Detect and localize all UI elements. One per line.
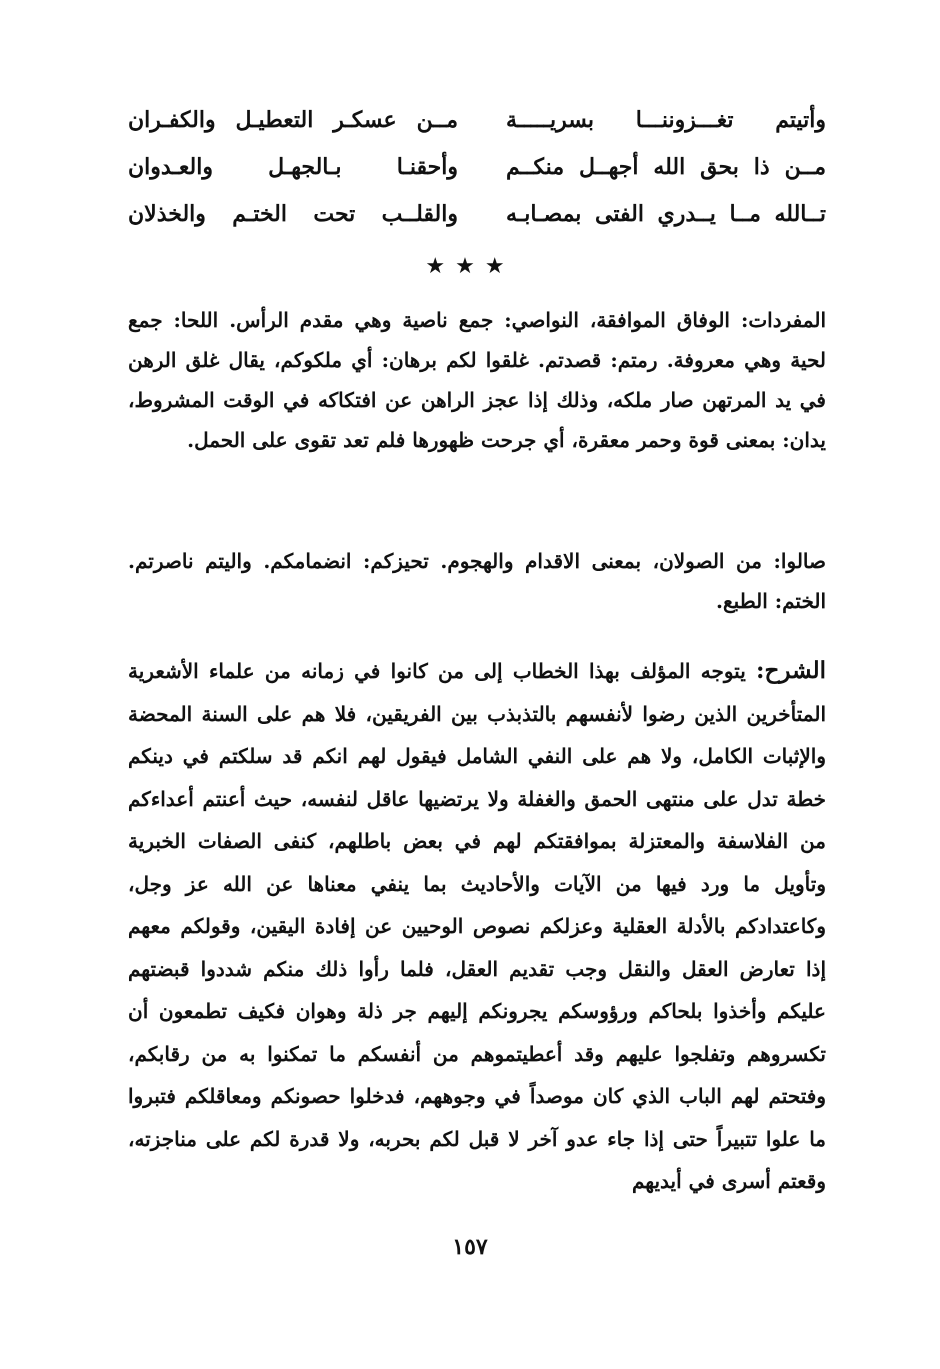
verse-first-hemistich: مــن ذا بحق الله أجهــل منكــم [506, 153, 826, 180]
poem-verse [128, 190, 826, 237]
verse-second-hemistich: والقلــب تحت الختـم والخذلان [128, 200, 458, 227]
verse-first-hemistich: تــالله مــا يــدري الفتى بمصـابـه [506, 200, 826, 227]
page-number: ١٥٧ [452, 1234, 488, 1260]
commentary-paragraph [128, 650, 826, 1203]
verse-second-hemistich: وأحقنـا بـالجهـل والعـدوان [128, 153, 458, 180]
commentary-heading: الشرح: [756, 657, 826, 684]
verse-second-hemistich: مــن عسكـر التعطيـل والكفـران [128, 106, 458, 133]
verse-first-hemistich: وأتيتم تغـــزوننـــا بسريـــــة [506, 106, 826, 133]
poem-block [128, 96, 826, 237]
poem-verse [128, 96, 826, 143]
vocabulary-paragraph-continued: صالوا: من الصولان، بمعنى الاقدام والهجوم. تحيزكم: انضمامكم. واليتم ناصرتم. الختم: الطبع. [128, 549, 826, 613]
section-separator: ★★★ [425, 254, 515, 279]
poem-verse [128, 143, 826, 190]
vocabulary-paragraph: المفردات: الوفاق الموافقة، النواصي: جمع ناصية وهي مقدم الرأس. اللحا: جمع لحية وهي معروفة. رمتم: قصدتم. غلقوا لكم برهان: أي ملكوكم، يقال غلق الرهن في يد المرتهن صار ملكه، وذلك إذا عجز الراهن عن افتكاكه في الوقت المشروط، يدان: بمعنى قوة وحمر معقرة، أي جرحت ظهورها فلم تعد تقوى على الحمل. [128, 308, 826, 452]
commentary-text: يتوجه المؤلف بهذا الخطاب إلى من كانوا في زمانه من علماء الأشعرية المتأخرين الذين رضوا لأنفسهم بالتذبذب بين الفريقين، فلا هم على السنة المحضة والإثبات الكامل، ولا هم على النفي الشامل فيقول لهم انكم قد سلكتم في دينكم خطة تدل على منتهى الحمق والغفلة ولا يرتضيها عاقل لنفسه، حيث أعنتم أعداءكم من الفلاسفة والمعتزلة بموافقتكم لهم في بعض باطلهم، كنفى الصفات الخبرية وتأويل ما ورد فيها من الآيات والأحاديث بما ينفي معناها عن الله عز وجل، وكاعتدادكم بالأدلة العقلية وعزلكم نصوص الوحيين عن إفادة اليقين، وقولكم معهم إذا تعارض العقل والنقل وجب تقديم العقل، فلما رأوا ذلك منكم شددوا قبضتهم عليكم وأخذوا بلحاكم ورؤوسكم يجرونكم إليهم جر ذلة وهوان فكيف تطمعون أن تكسروهم وتفلجوا عليهم وقد أعطيتموهم من أنفسكم ما تمكنوا به من رقابكم، وفتحتم لهم الباب الذي كان موصداً في وجوههم، فدخلوا حصونكم ومعاقلكم فتبروا ما علوا تتبيراً حتى إذا جاء عدو آخر لا قبل لكم بحربه، ولا قدرة لكم على مناجزته، وقعتم أسرى في أيديهم [128, 659, 826, 1193]
